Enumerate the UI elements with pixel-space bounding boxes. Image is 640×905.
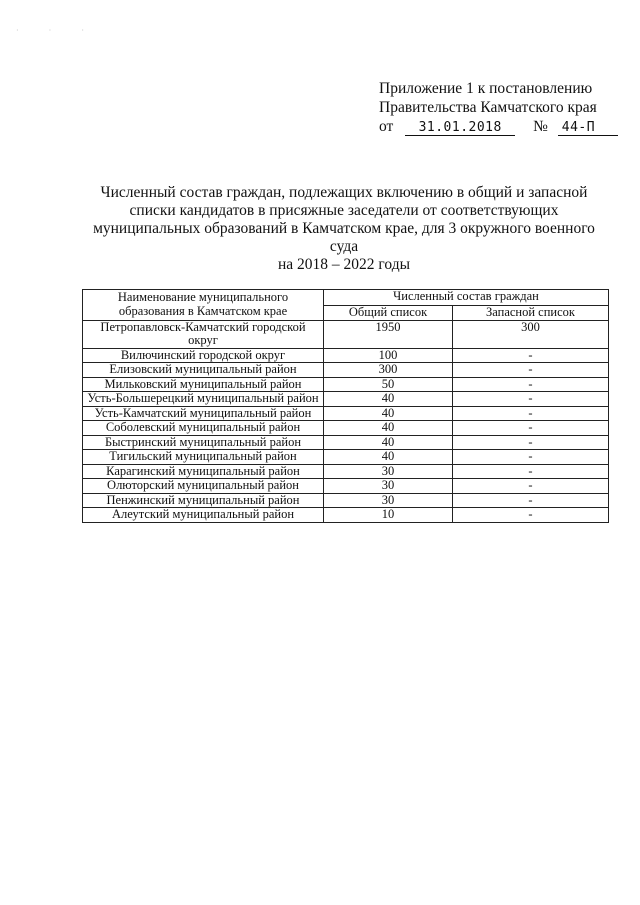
reserve-list-cell: - [453,392,609,407]
municipality-cell: Вилючинский городской округ [83,348,324,363]
municipality-cell: Карагинский муниципальный район [83,464,324,479]
general-list-cell: 30 [324,479,453,494]
municipality-cell: Мильковский муниципальный район [83,377,324,392]
decree-number: 44-П [558,120,618,136]
header-group: Численный состав граждан [324,290,609,306]
reserve-list-cell: - [453,464,609,479]
header-reserve-list: Запасной список [453,306,609,321]
table-row [83,377,609,392]
general-list-cell: 100 [324,348,453,363]
municipality-cell: Пенжинский муниципальный район [83,493,324,508]
reserve-list-cell: - [453,421,609,436]
table-row [83,450,609,465]
municipality-cell: Усть-Камчатский муниципальный район [83,406,324,421]
table-row [83,363,609,378]
appendix-line-2: Правительства Камчатского края [379,99,597,116]
title-line-4: суда [329,238,359,255]
general-list-cell: 30 [324,464,453,479]
municipality-cell: Быстринский муниципальный район [83,435,324,450]
general-list-cell: 30 [324,493,453,508]
document-title [84,184,604,274]
scan-artifact: · · · [16,26,98,35]
title-line-5: на 2018 – 2022 годы [278,256,410,273]
general-list-cell: 40 [324,435,453,450]
from-label: от [379,118,394,135]
table-row [83,479,609,494]
general-list-cell: 40 [324,392,453,407]
municipality-cell: Елизовский муниципальный район [83,363,324,378]
reserve-list-cell: - [453,406,609,421]
header-municipality: Наименование муниципального образования в Камчатском крае [83,290,324,321]
general-list-cell: 40 [324,406,453,421]
table-row [83,493,609,508]
candidates-table [82,289,609,523]
table-row [83,320,609,348]
table-header-row [83,290,609,306]
municipality-cell: Алеутский муниципальный район [83,508,324,523]
reserve-list-cell: - [453,377,609,392]
appendix-header [379,79,619,136]
municipality-cell: Петропавловск-Камчатский городской округ [83,320,324,348]
general-list-cell: 300 [324,363,453,378]
reserve-list-cell: - [453,479,609,494]
table-row [83,421,609,436]
general-list-cell: 40 [324,421,453,436]
table-row [83,348,609,363]
municipality-cell: Соболевский муниципальный район [83,421,324,436]
reserve-list-cell: 300 [453,320,609,348]
reserve-list-cell: - [453,508,609,523]
table-row [83,508,609,523]
reserve-list-cell: - [453,435,609,450]
municipality-cell: Тигильский муниципальный район [83,450,324,465]
title-line-1: Численный состав граждан, подлежащих включению в общий и запасной [100,184,588,201]
table-row [83,392,609,407]
table-body [83,320,609,522]
table-row [83,406,609,421]
table-row [83,435,609,450]
general-list-cell: 40 [324,450,453,465]
reserve-list-cell: - [453,348,609,363]
reserve-list-cell: - [453,493,609,508]
decree-date: 31.01.2018 [405,120,515,136]
general-list-cell: 10 [324,508,453,523]
reserve-list-cell: - [453,450,609,465]
appendix-line-3 [379,117,619,136]
table-row [83,464,609,479]
title-line-2: списки кандидатов в присяжные заседатели от соответствующих [129,202,559,219]
general-list-cell: 50 [324,377,453,392]
header-general-list: Общий список [324,306,453,321]
general-list-cell: 1950 [324,320,453,348]
reserve-list-cell: - [453,363,609,378]
municipality-cell: Усть-Большерецкий муниципальный район [83,392,324,407]
title-line-3: муниципальных образований в Камчатском крае, для 3 окружного военного [93,220,595,237]
municipality-cell: Олюторский муниципальный район [83,479,324,494]
number-label: № [533,118,548,135]
appendix-line-1: Приложение 1 к постановлению [379,80,593,97]
